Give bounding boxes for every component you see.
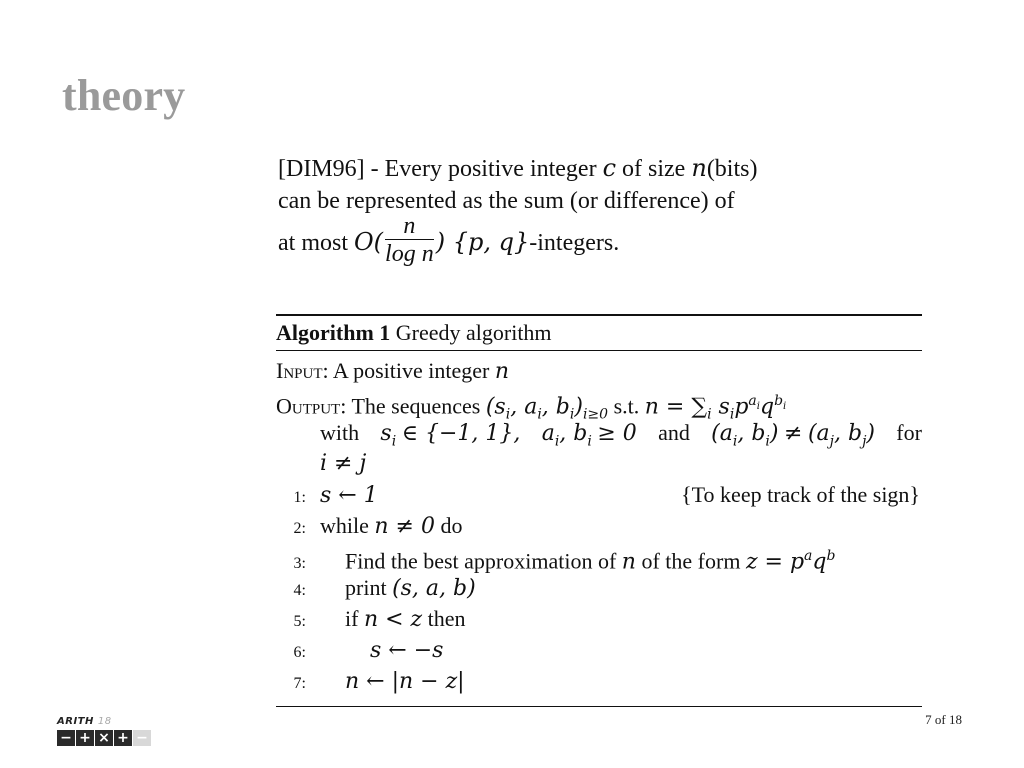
times-box-icon: × xyxy=(95,730,113,746)
plus-box-icon: + xyxy=(76,730,94,746)
algorithm-output: Output: The sequences ($s_i$, $a_i$, $b_i)_{i\ge 0}$ s.t. $n = \sum_i$ $s_ip^{a_i}q^{b_i}$ xyxy=(276,393,787,423)
algorithm-comment: {To keep track of the sign} xyxy=(681,482,920,507)
page-number: 7 of 18 xyxy=(925,712,962,727)
algorithm-step-1: 1: s ← 1 {To keep track of the sign} xyxy=(276,479,922,510)
plus-box-icon: + xyxy=(114,730,132,746)
theorem-line-1: [DIM96] - Every positive integer c of size n(bits) xyxy=(278,154,758,182)
slide-title: theory xyxy=(62,71,186,120)
algorithm-box xyxy=(276,314,922,707)
logo-operator-boxes xyxy=(57,730,157,746)
algorithm-step-4: 4: print (s, a, b) xyxy=(293,575,476,601)
algorithm-step-3: 3: Find the best approximation of n of the form $z = p^aq^b$ xyxy=(293,548,836,575)
algorithm-output-row-2: with $s_i$ ∈ {−1, 1}, $a_i$, $b_i \ge 0$ and ($a_i$, $b_i) \ne (a_j$, $b_j$) for xyxy=(320,420,922,450)
theorem-statement xyxy=(278,152,898,268)
algorithm-label: Algorithm 1 xyxy=(276,320,391,345)
logo-text: ARITH 18 xyxy=(57,716,112,727)
algorithm-step-5: 5: if n < z then xyxy=(293,606,466,632)
algorithm-caption xyxy=(276,316,922,351)
algorithm-output-row-3: i ≠ j xyxy=(320,451,367,476)
theorem-line-2: can be represented as the sum (or difference) of xyxy=(278,188,735,214)
minus-box-light-icon: − xyxy=(133,730,151,746)
algorithm-step-7: 7: n ← |n − z| xyxy=(293,669,465,694)
algorithm-step-2: 2: while n ≠ 0 do xyxy=(293,513,463,539)
theorem-line-3: at most O( $\frac{n}{\text{log n}}$ ) {p, q}-integers. xyxy=(278,213,620,267)
algorithm-name: Greedy algorithm xyxy=(395,320,552,345)
fraction-n-over-log-n: $\frac{n}{\text{log n}}$ xyxy=(385,213,434,267)
algorithm-input: Input: A positive integer n xyxy=(276,358,509,384)
algorithm-body xyxy=(276,351,922,706)
algorithm-step-6: 6: s ← −s xyxy=(293,638,444,663)
minus-box-icon: − xyxy=(57,730,75,746)
arith-logo xyxy=(57,716,157,748)
